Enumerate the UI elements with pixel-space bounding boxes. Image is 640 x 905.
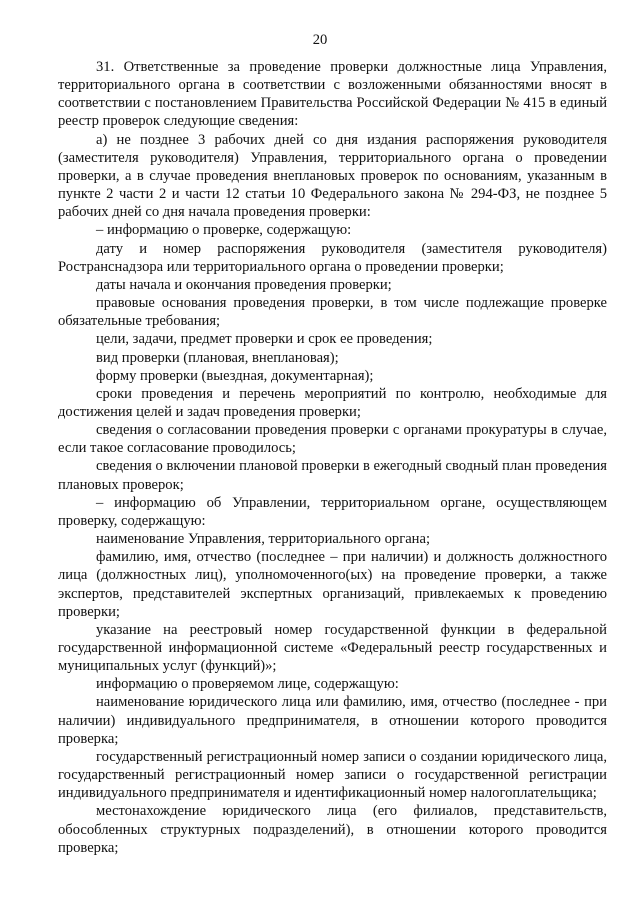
paragraph-registration-numbers: государственный регистрационный номер записи о создании юридического лица, государственный регистрационный номер записи о государственной регистрации индивидуального предпринимателя и идентификационный номер налогоплательщика; [58,748,607,802]
paragraph-entity-location: местонахождение юридического лица (его филиалов, представительств, обособленных структурных подразделений), в отношении которого проводится проверка; [58,803,607,856]
paragraph-subitem-a: а) не позднее 3 рабочих дней со дня издания распоряжения руководителя (заместителя руководителя) Управления, территориального органа о проведении проверки, а в случае проведения внеплановых проверок по основаниям, указанным в пункте 2 части 2 и части 12 статьи 10 Федерального закона № 294-ФЗ, не позднее 5 рабочих дней со дня начала проведения проверки: [58,131,607,221]
paragraph-authority-name: наименование Управления, территориального органа; [96,531,431,548]
paragraph-inspection-type: вид проверки (плановая, внеплановая); [96,349,339,366]
paragraph-officials: фамилию, имя, отчество (последнее – при наличии) и должность должностного лица (должностных лиц), уполномоченного(ых) на проведение проверки, а также экспертов, представителей экспертных организаций, привлекаемых к проведению проверки; [58,549,607,620]
paragraph-inspection-form: форму проверки (выездная, документарная); [96,367,374,384]
paragraph-terms-measures: сроки проведения и перечень мероприятий по контролю, необходимые для достижения целей и задач проведения проверки; [58,385,607,420]
paragraph-goals: цели, задачи, предмет проверки и срок ее проведения; [96,331,433,348]
paragraph-registry-number: указание на реестровый номер государственной функции в федеральной государственной информационной системе «Федеральный реестр государственных и муниципальных услуг (функций)»; [58,621,607,675]
document-body [58,58,607,857]
paragraph-order-date-number: дату и номер распоряжения руководителя (заместителя руководителя) Ространснадзора или территориального органа о проведении проверки; [58,240,607,275]
paragraph-inspection-info: – информацию о проверке, содержащую: [96,222,352,239]
paragraph-legal-grounds: правовые основания проведения проверки, в том числе подлежащие проверке обязательные требования; [58,295,607,330]
paragraph-start-end-dates: даты начала и окончания проведения проверки; [96,276,392,293]
paragraph-prosecutor-approval: сведения о согласовании проведения проверки с органами прокуратуры в случае, если такое согласование проводилось; [58,422,607,457]
paragraph-entity-name: наименование юридического лица или фамилию, имя, отчество (последнее - при наличии) индивидуального предпринимателя, в отношении которого проводится проверка; [58,694,607,747]
paragraph-inspected-entity-info: информацию о проверяемом лице, содержащую: [96,676,399,693]
paragraph-authority-info: – информацию об Управлении, территориальном органе, осуществляющем проверку, содержащую: [58,494,607,529]
paragraph-31-intro: 31. Ответственные за проведение проверки должностные лица Управления, территориального органа в соответствии с возложенными обязанностями вносят в соответствии с постановлением Правительства Российской Федерации № 415 в единый реестр проверок следующие сведения: [58,59,607,130]
page-number: 20 [312,32,328,48]
paragraph-annual-plan: сведения о включении плановой проверки в ежегодный сводный план проведения плановых проверок; [58,458,607,493]
